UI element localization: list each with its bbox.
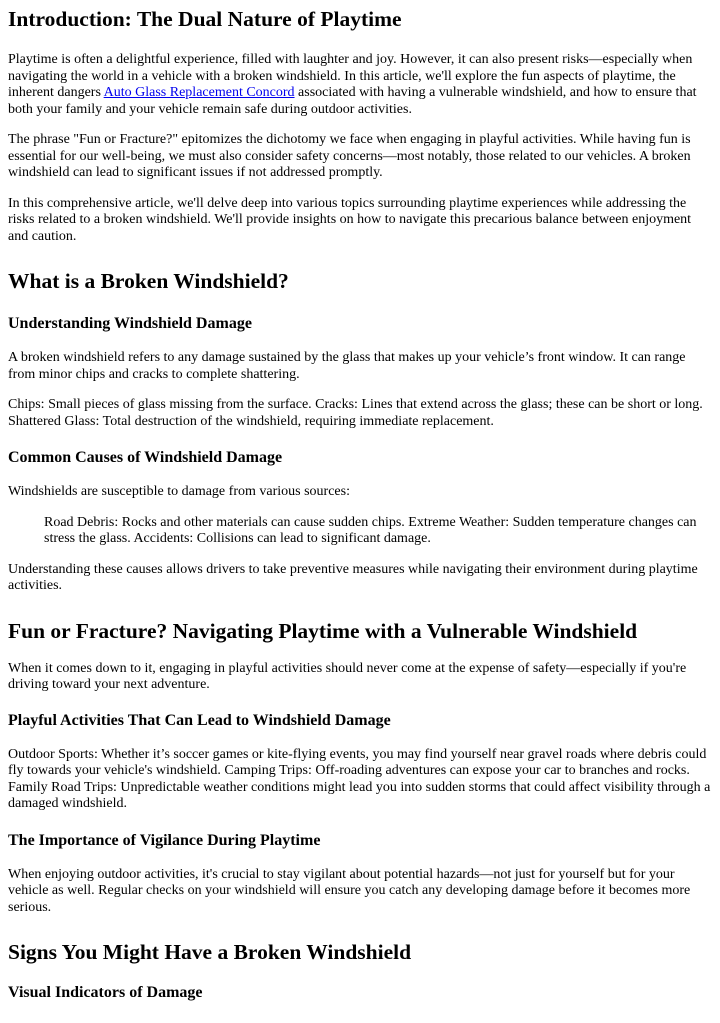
- common-causes-heading: Common Causes of Windshield Damage: [8, 449, 283, 466]
- article: [0, 6, 720, 1003]
- causes-paragraph-1: Windshields are susceptible to damage from various sources:: [8, 484, 350, 499]
- playful-activities-heading: Playful Activities That Can Lead to Windshield Damage: [8, 711, 391, 729]
- visual-indicators-heading: Visual Indicators of Damage: [8, 984, 203, 1001]
- understanding-paragraph-1: A broken windshield refers to any damage sustained by the glass that makes up your vehicle’s front window. It can range from minor chips and cracks to complete shattering.: [8, 350, 686, 382]
- intro-paragraph-2: The phrase "Fun or Fracture?" epitomizes the dichotomy we face when engaging in playful activities. While having fun is essential for our well-being, we must also consider safety concerns—most notably, those related to our vehicles. A broken windshield can lead to significant issues if not addressed promptly.: [8, 132, 691, 180]
- playful-activities-paragraph: Outdoor Sports: Whether it’s soccer games or kite-flying events, you may find yourself near gravel roads where debris could fly towards your vehicle's windshield. Camping Trips: Off-roading adventures can expose your car to branches and rocks. Family Road Trips: Unpredictable weather conditions might lead you into sudden storms that could affect visibility through a damaged windshield.: [8, 746, 711, 811]
- broken-windshield-heading: What is a Broken Windshield?: [8, 269, 289, 293]
- fun-or-fracture-paragraph: When it comes down to it, engaging in playful activities should never come at the expense of safety—especially if you're driving toward your next adventure.: [8, 660, 687, 692]
- vigilance-paragraph: When enjoying outdoor activities, it's crucial to stay vigilant about potential hazards—not just for yourself but for your vehicle as well. Regular checks on your windshield will ensure you catch any developing damage before it becomes more serious.: [8, 866, 691, 915]
- vigilance-heading: The Importance of Vigilance During Playtime: [8, 831, 321, 849]
- causes-quote: Road Debris: Rocks and other materials can cause sudden chips. Extreme Weather: Sudden temperature changes can stress the glass. Accidents: Collisions can lead to significant damage.: [44, 514, 697, 546]
- intro-heading: Introduction: The Dual Nature of Playtime: [8, 7, 402, 31]
- signs-heading: Signs You Might Have a Broken Windshield: [8, 940, 412, 964]
- intro-paragraph-1-end: associated with having a vulnerable windshield, and how to ensure that both your family and your vehicle remain safe during outdoor activities.: [8, 85, 697, 117]
- causes-paragraph-2: Understanding these causes allows drivers to take preventive measures while navigating their environment during playtime activities.: [8, 561, 698, 593]
- fun-or-fracture-heading: Fun or Fracture? Navigating Playtime with a Vulnerable Windshield: [8, 618, 638, 643]
- intro-paragraph-3: In this comprehensive article, we'll delve deep into various topics surrounding playtime experiences while addressing the risks related to a broken windshield. We'll provide insights on how to navigate this precarious balance between enjoyment and caution.: [8, 195, 692, 244]
- auto-glass-replacement-link[interactable]: Auto Glass Replacement Concord: [103, 85, 295, 100]
- intro-paragraph-1: [8, 52, 712, 118]
- understanding-damage-heading: Understanding Windshield Damage: [8, 315, 252, 332]
- understanding-paragraph-2: Chips: Small pieces of glass missing from the surface. Cracks: Lines that extend across the glass; these can be short or long. Shattered Glass: Total destruction of the windshield, requiring immediate replacement.: [8, 397, 703, 429]
- intro-paragraph-1-start: Playtime is often a delightful experience, filled with laughter and joy. However, it can also present risks—especially when navigating the world in a vehicle with a broken windshield. In this article, we'll explore the fun aspects of playtime, the inherent dangers: [8, 52, 693, 100]
